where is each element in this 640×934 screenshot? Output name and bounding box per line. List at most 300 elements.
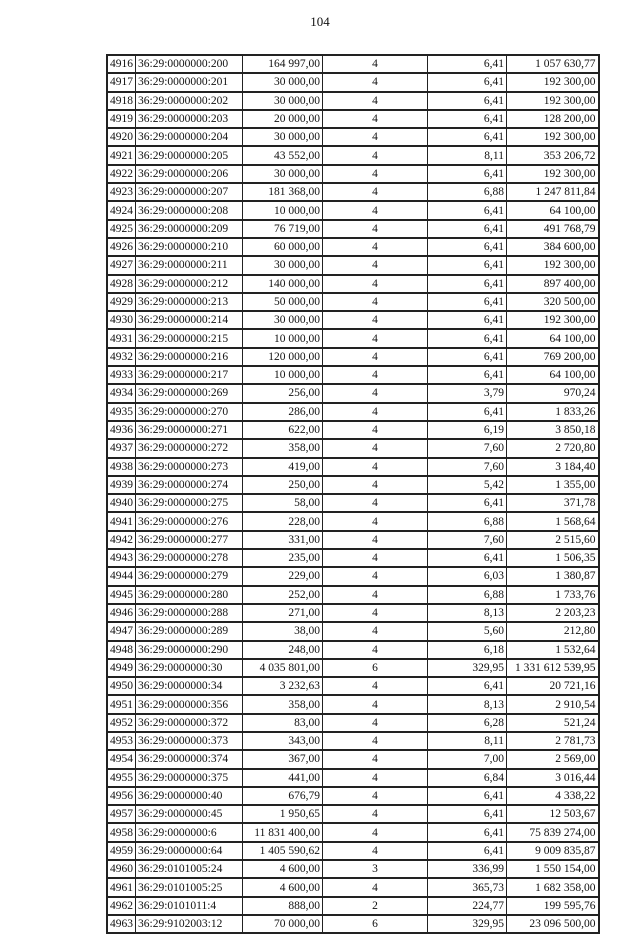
- table-row: [107, 183, 599, 201]
- area-cell: 286,00: [243, 403, 323, 421]
- category-cell: 4: [323, 366, 428, 384]
- cadastral-value-cell: 353 206,72: [507, 146, 599, 164]
- area-cell: 331,00: [243, 531, 323, 549]
- table-row: [107, 92, 599, 110]
- table-row: [107, 329, 599, 347]
- category-cell: 4: [323, 165, 428, 183]
- cadastral-number-cell: 36:29:0000000:215: [136, 329, 243, 347]
- cadastral-number-cell: 36:29:0000000:270: [136, 403, 243, 421]
- category-cell: 4: [323, 787, 428, 805]
- cadastral-value-cell: 1 568,64: [507, 512, 599, 530]
- area-cell: 248,00: [243, 641, 323, 659]
- cadastral-value-table: [106, 54, 600, 934]
- rate-cell: 6,41: [428, 201, 507, 219]
- table-row: [107, 165, 599, 183]
- table-row: [107, 476, 599, 494]
- cadastral-number-cell: 36:29:0000000:201: [136, 73, 243, 91]
- row-number-cell: 4916: [107, 55, 136, 73]
- cadastral-number-cell: 36:29:0000000:290: [136, 641, 243, 659]
- cadastral-value-cell: 1 380,87: [507, 567, 599, 585]
- rate-cell: 6,41: [428, 128, 507, 146]
- category-cell: 6: [323, 915, 428, 933]
- cadastral-number-cell: 36:29:0000000:202: [136, 92, 243, 110]
- cadastral-number-cell: 36:29:0000000:214: [136, 311, 243, 329]
- row-number-cell: 4928: [107, 275, 136, 293]
- category-cell: 4: [323, 439, 428, 457]
- cadastral-value-cell: 20 721,16: [507, 677, 599, 695]
- cadastral-number-cell: 36:29:0000000:216: [136, 348, 243, 366]
- rate-cell: 6,41: [428, 73, 507, 91]
- category-cell: 4: [323, 256, 428, 274]
- row-number-cell: 4945: [107, 586, 136, 604]
- cadastral-value-cell: 970,24: [507, 384, 599, 402]
- area-cell: 888,00: [243, 897, 323, 915]
- cadastral-number-cell: 36:29:0000000:205: [136, 146, 243, 164]
- table-row: [107, 384, 599, 402]
- cadastral-value-cell: 64 100,00: [507, 366, 599, 384]
- area-cell: 30 000,00: [243, 92, 323, 110]
- cadastral-number-cell: 36:29:0101011:4: [136, 897, 243, 915]
- category-cell: 4: [323, 604, 428, 622]
- rate-cell: 6,88: [428, 586, 507, 604]
- row-number-cell: 4948: [107, 641, 136, 659]
- rate-cell: 329,95: [428, 659, 507, 677]
- area-cell: 441,00: [243, 769, 323, 787]
- rate-cell: 6,41: [428, 494, 507, 512]
- category-cell: 4: [323, 293, 428, 311]
- row-number-cell: 4940: [107, 494, 136, 512]
- cadastral-value-cell: 3 016,44: [507, 769, 599, 787]
- rate-cell: 365,73: [428, 878, 507, 896]
- area-cell: 622,00: [243, 421, 323, 439]
- row-number-cell: 4933: [107, 366, 136, 384]
- rate-cell: 6,41: [428, 823, 507, 841]
- category-cell: 4: [323, 695, 428, 713]
- row-number-cell: 4954: [107, 750, 136, 768]
- row-number-cell: 4938: [107, 458, 136, 476]
- cadastral-number-cell: 36:29:0000000:206: [136, 165, 243, 183]
- table-row: [107, 110, 599, 128]
- area-cell: 235,00: [243, 549, 323, 567]
- row-number-cell: 4956: [107, 787, 136, 805]
- row-number-cell: 4930: [107, 311, 136, 329]
- category-cell: 4: [323, 421, 428, 439]
- rate-cell: 6,18: [428, 641, 507, 659]
- table-row: [107, 823, 599, 841]
- cadastral-number-cell: 36:29:0000000:289: [136, 622, 243, 640]
- area-cell: 419,00: [243, 458, 323, 476]
- table-row: [107, 860, 599, 878]
- category-cell: 4: [323, 384, 428, 402]
- table-row: [107, 604, 599, 622]
- row-number-cell: 4944: [107, 567, 136, 585]
- table-row: [107, 586, 599, 604]
- cadastral-number-cell: 36:29:0000000:208: [136, 201, 243, 219]
- rate-cell: 336,99: [428, 860, 507, 878]
- rate-cell: 6,41: [428, 110, 507, 128]
- cadastral-value-cell: 192 300,00: [507, 311, 599, 329]
- area-cell: 228,00: [243, 512, 323, 530]
- area-cell: 70 000,00: [243, 915, 323, 933]
- area-cell: 140 000,00: [243, 275, 323, 293]
- table-row: [107, 878, 599, 896]
- category-cell: 4: [323, 201, 428, 219]
- area-cell: 76 719,00: [243, 220, 323, 238]
- category-cell: 4: [323, 329, 428, 347]
- area-cell: 4 600,00: [243, 860, 323, 878]
- area-cell: 676,79: [243, 787, 323, 805]
- table-row: [107, 622, 599, 640]
- row-number-cell: 4934: [107, 384, 136, 402]
- area-cell: 11 831 400,00: [243, 823, 323, 841]
- category-cell: 4: [323, 238, 428, 256]
- rate-cell: 6,41: [428, 787, 507, 805]
- row-number-cell: 4949: [107, 659, 136, 677]
- area-cell: 43 552,00: [243, 146, 323, 164]
- cadastral-value-cell: 320 500,00: [507, 293, 599, 311]
- cadastral-value-cell: 192 300,00: [507, 165, 599, 183]
- cadastral-number-cell: 36:29:0000000:204: [136, 128, 243, 146]
- row-number-cell: 4932: [107, 348, 136, 366]
- area-cell: 358,00: [243, 695, 323, 713]
- area-cell: 83,00: [243, 714, 323, 732]
- table-row: [107, 769, 599, 787]
- cadastral-value-cell: 2 910,54: [507, 695, 599, 713]
- area-cell: 164 997,00: [243, 55, 323, 73]
- cadastral-value-cell: 64 100,00: [507, 201, 599, 219]
- area-cell: 229,00: [243, 567, 323, 585]
- area-cell: 256,00: [243, 384, 323, 402]
- cadastral-number-cell: 36:29:0000000:64: [136, 842, 243, 860]
- row-number-cell: 4946: [107, 604, 136, 622]
- area-cell: 38,00: [243, 622, 323, 640]
- table-row: [107, 403, 599, 421]
- cadastral-number-cell: 36:29:0000000:272: [136, 439, 243, 457]
- table-row: [107, 366, 599, 384]
- cadastral-value-cell: 769 200,00: [507, 348, 599, 366]
- rate-cell: 7,60: [428, 458, 507, 476]
- rate-cell: 7,00: [428, 750, 507, 768]
- area-cell: 120 000,00: [243, 348, 323, 366]
- table-row: [107, 311, 599, 329]
- cadastral-value-cell: 2 720,80: [507, 439, 599, 457]
- category-cell: 4: [323, 805, 428, 823]
- row-number-cell: 4943: [107, 549, 136, 567]
- cadastral-number-cell: 36:29:0000000:207: [136, 183, 243, 201]
- cadastral-value-cell: 199 595,76: [507, 897, 599, 915]
- table-row: [107, 787, 599, 805]
- row-number-cell: 4957: [107, 805, 136, 823]
- area-cell: 30 000,00: [243, 165, 323, 183]
- area-cell: 20 000,00: [243, 110, 323, 128]
- row-number-cell: 4962: [107, 897, 136, 915]
- table-row: [107, 512, 599, 530]
- category-cell: 4: [323, 183, 428, 201]
- table-body: [107, 55, 599, 933]
- row-number-cell: 4963: [107, 915, 136, 933]
- table-row: [107, 842, 599, 860]
- cadastral-number-cell: 36:29:0000000:212: [136, 275, 243, 293]
- cadastral-value-cell: 1 331 612 539,95: [507, 659, 599, 677]
- table-row: [107, 293, 599, 311]
- area-cell: 358,00: [243, 439, 323, 457]
- row-number-cell: 4918: [107, 92, 136, 110]
- row-number-cell: 4935: [107, 403, 136, 421]
- rate-cell: 6,41: [428, 55, 507, 73]
- row-number-cell: 4920: [107, 128, 136, 146]
- cadastral-number-cell: 36:29:9102003:12: [136, 915, 243, 933]
- table-row: [107, 73, 599, 91]
- row-number-cell: 4919: [107, 110, 136, 128]
- table-row: [107, 750, 599, 768]
- rate-cell: 329,95: [428, 915, 507, 933]
- area-cell: 4 600,00: [243, 878, 323, 896]
- table-row: [107, 549, 599, 567]
- cadastral-number-cell: 36:29:0000000:217: [136, 366, 243, 384]
- row-number-cell: 4941: [107, 512, 136, 530]
- cadastral-number-cell: 36:29:0000000:373: [136, 732, 243, 750]
- table-row: [107, 128, 599, 146]
- rate-cell: 6,84: [428, 769, 507, 787]
- cadastral-number-cell: 36:29:0000000:374: [136, 750, 243, 768]
- rate-cell: 6,19: [428, 421, 507, 439]
- category-cell: 4: [323, 311, 428, 329]
- cadastral-number-cell: 36:29:0000000:210: [136, 238, 243, 256]
- cadastral-number-cell: 36:29:0000000:275: [136, 494, 243, 512]
- rate-cell: 6,41: [428, 238, 507, 256]
- rate-cell: 5,60: [428, 622, 507, 640]
- rate-cell: 7,60: [428, 531, 507, 549]
- rate-cell: 8,11: [428, 732, 507, 750]
- cadastral-value-cell: 23 096 500,00: [507, 915, 599, 933]
- cadastral-value-cell: 4 338,22: [507, 787, 599, 805]
- table-row: [107, 55, 599, 73]
- row-number-cell: 4922: [107, 165, 136, 183]
- area-cell: 30 000,00: [243, 73, 323, 91]
- table-row: [107, 421, 599, 439]
- cadastral-value-cell: 192 300,00: [507, 92, 599, 110]
- table-row: [107, 348, 599, 366]
- area-cell: 30 000,00: [243, 256, 323, 274]
- row-number-cell: 4958: [107, 823, 136, 841]
- table-row: [107, 659, 599, 677]
- table-row: [107, 567, 599, 585]
- rate-cell: 6,28: [428, 714, 507, 732]
- cadastral-number-cell: 36:29:0000000:280: [136, 586, 243, 604]
- cadastral-number-cell: 36:29:0000000:209: [136, 220, 243, 238]
- row-number-cell: 4917: [107, 73, 136, 91]
- cadastral-value-cell: 9 009 835,87: [507, 842, 599, 860]
- row-number-cell: 4959: [107, 842, 136, 860]
- area-cell: 271,00: [243, 604, 323, 622]
- category-cell: 4: [323, 146, 428, 164]
- cadastral-value-cell: 128 200,00: [507, 110, 599, 128]
- cadastral-number-cell: 36:29:0000000:6: [136, 823, 243, 841]
- table-row: [107, 695, 599, 713]
- category-cell: 6: [323, 659, 428, 677]
- rate-cell: 6,41: [428, 403, 507, 421]
- table-row: [107, 275, 599, 293]
- rate-cell: 6,88: [428, 183, 507, 201]
- row-number-cell: 4923: [107, 183, 136, 201]
- table-row: [107, 641, 599, 659]
- row-number-cell: 4924: [107, 201, 136, 219]
- table-row: [107, 732, 599, 750]
- area-cell: 30 000,00: [243, 128, 323, 146]
- row-number-cell: 4952: [107, 714, 136, 732]
- cadastral-number-cell: 36:29:0000000:271: [136, 421, 243, 439]
- rate-cell: 3,79: [428, 384, 507, 402]
- area-cell: 367,00: [243, 750, 323, 768]
- row-number-cell: 4951: [107, 695, 136, 713]
- rate-cell: 6,41: [428, 220, 507, 238]
- cadastral-value-cell: 3 184,40: [507, 458, 599, 476]
- cadastral-value-cell: 1 833,26: [507, 403, 599, 421]
- table-row: [107, 220, 599, 238]
- table-row: [107, 714, 599, 732]
- category-cell: 4: [323, 512, 428, 530]
- cadastral-value-cell: 2 203,23: [507, 604, 599, 622]
- row-number-cell: 4947: [107, 622, 136, 640]
- cadastral-number-cell: 36:29:0000000:277: [136, 531, 243, 549]
- row-number-cell: 4927: [107, 256, 136, 274]
- category-cell: 4: [323, 732, 428, 750]
- category-cell: 4: [323, 531, 428, 549]
- cadastral-number-cell: 36:29:0000000:356: [136, 695, 243, 713]
- cadastral-number-cell: 36:29:0000000:211: [136, 256, 243, 274]
- category-cell: 4: [323, 750, 428, 768]
- rate-cell: 6,41: [428, 348, 507, 366]
- cadastral-value-cell: 521,24: [507, 714, 599, 732]
- category-cell: 4: [323, 586, 428, 604]
- cadastral-value-cell: 491 768,79: [507, 220, 599, 238]
- area-cell: 60 000,00: [243, 238, 323, 256]
- area-cell: 250,00: [243, 476, 323, 494]
- cadastral-value-cell: 1 506,35: [507, 549, 599, 567]
- rate-cell: 6,41: [428, 275, 507, 293]
- category-cell: 4: [323, 677, 428, 695]
- area-cell: 343,00: [243, 732, 323, 750]
- area-cell: 1 950,65: [243, 805, 323, 823]
- category-cell: 4: [323, 842, 428, 860]
- row-number-cell: 4955: [107, 769, 136, 787]
- area-cell: 4 035 801,00: [243, 659, 323, 677]
- table-row: [107, 458, 599, 476]
- cadastral-number-cell: 36:29:0000000:278: [136, 549, 243, 567]
- rate-cell: 6,41: [428, 329, 507, 347]
- table-row: [107, 146, 599, 164]
- row-number-cell: 4936: [107, 421, 136, 439]
- cadastral-value-cell: 2 515,60: [507, 531, 599, 549]
- rate-cell: 6,03: [428, 567, 507, 585]
- cadastral-value-cell: 371,78: [507, 494, 599, 512]
- area-cell: 10 000,00: [243, 366, 323, 384]
- cadastral-value-cell: 212,80: [507, 622, 599, 640]
- table-row: [107, 531, 599, 549]
- cadastral-value-cell: 1 682 358,00: [507, 878, 599, 896]
- cadastral-value-cell: 192 300,00: [507, 256, 599, 274]
- category-cell: 3: [323, 860, 428, 878]
- row-number-cell: 4950: [107, 677, 136, 695]
- row-number-cell: 4960: [107, 860, 136, 878]
- rate-cell: 6,41: [428, 256, 507, 274]
- cadastral-value-cell: 192 300,00: [507, 128, 599, 146]
- area-cell: 3 232,63: [243, 677, 323, 695]
- cadastral-value-cell: 1 247 811,84: [507, 183, 599, 201]
- rate-cell: 6,41: [428, 311, 507, 329]
- category-cell: 4: [323, 878, 428, 896]
- category-cell: 4: [323, 549, 428, 567]
- table-row: [107, 256, 599, 274]
- category-cell: 4: [323, 641, 428, 659]
- category-cell: 4: [323, 476, 428, 494]
- category-cell: 4: [323, 73, 428, 91]
- row-number-cell: 4929: [107, 293, 136, 311]
- rate-cell: 6,41: [428, 677, 507, 695]
- rate-cell: 8,13: [428, 695, 507, 713]
- cadastral-value-cell: 12 503,67: [507, 805, 599, 823]
- row-number-cell: 4926: [107, 238, 136, 256]
- area-cell: 10 000,00: [243, 329, 323, 347]
- row-number-cell: 4939: [107, 476, 136, 494]
- cadastral-number-cell: 36:29:0000000:40: [136, 787, 243, 805]
- category-cell: 4: [323, 714, 428, 732]
- row-number-cell: 4921: [107, 146, 136, 164]
- cadastral-value-cell: 2 781,73: [507, 732, 599, 750]
- cadastral-value-cell: 1 057 630,77: [507, 55, 599, 73]
- cadastral-number-cell: 36:29:0000000:274: [136, 476, 243, 494]
- category-cell: 4: [323, 220, 428, 238]
- cadastral-value-cell: 2 569,00: [507, 750, 599, 768]
- rate-cell: 6,41: [428, 366, 507, 384]
- cadastral-number-cell: 36:29:0101005:25: [136, 878, 243, 896]
- area-cell: 252,00: [243, 586, 323, 604]
- category-cell: 4: [323, 403, 428, 421]
- cadastral-value-cell: 75 839 274,00: [507, 823, 599, 841]
- cadastral-number-cell: 36:29:0000000:45: [136, 805, 243, 823]
- cadastral-number-cell: 36:29:0000000:200: [136, 55, 243, 73]
- rate-cell: 6,41: [428, 842, 507, 860]
- area-cell: 1 405 590,62: [243, 842, 323, 860]
- cadastral-number-cell: 36:29:0000000:213: [136, 293, 243, 311]
- category-cell: 4: [323, 55, 428, 73]
- table-row: [107, 494, 599, 512]
- area-cell: 181 368,00: [243, 183, 323, 201]
- row-number-cell: 4961: [107, 878, 136, 896]
- cadastral-number-cell: 36:29:0000000:375: [136, 769, 243, 787]
- rate-cell: 6,88: [428, 512, 507, 530]
- cadastral-number-cell: 36:29:0000000:30: [136, 659, 243, 677]
- table-row: [107, 805, 599, 823]
- category-cell: 4: [323, 823, 428, 841]
- category-cell: 4: [323, 128, 428, 146]
- rate-cell: 6,41: [428, 165, 507, 183]
- category-cell: 4: [323, 494, 428, 512]
- cadastral-number-cell: 36:29:0000000:279: [136, 567, 243, 585]
- table-row: [107, 238, 599, 256]
- rate-cell: 6,41: [428, 805, 507, 823]
- category-cell: 4: [323, 567, 428, 585]
- area-cell: 58,00: [243, 494, 323, 512]
- category-cell: 2: [323, 897, 428, 915]
- rate-cell: 6,41: [428, 92, 507, 110]
- rate-cell: 6,41: [428, 293, 507, 311]
- cadastral-number-cell: 36:29:0000000:276: [136, 512, 243, 530]
- category-cell: 4: [323, 92, 428, 110]
- rate-cell: 224,77: [428, 897, 507, 915]
- cadastral-number-cell: 36:29:0000000:34: [136, 677, 243, 695]
- cadastral-value-cell: 384 600,00: [507, 238, 599, 256]
